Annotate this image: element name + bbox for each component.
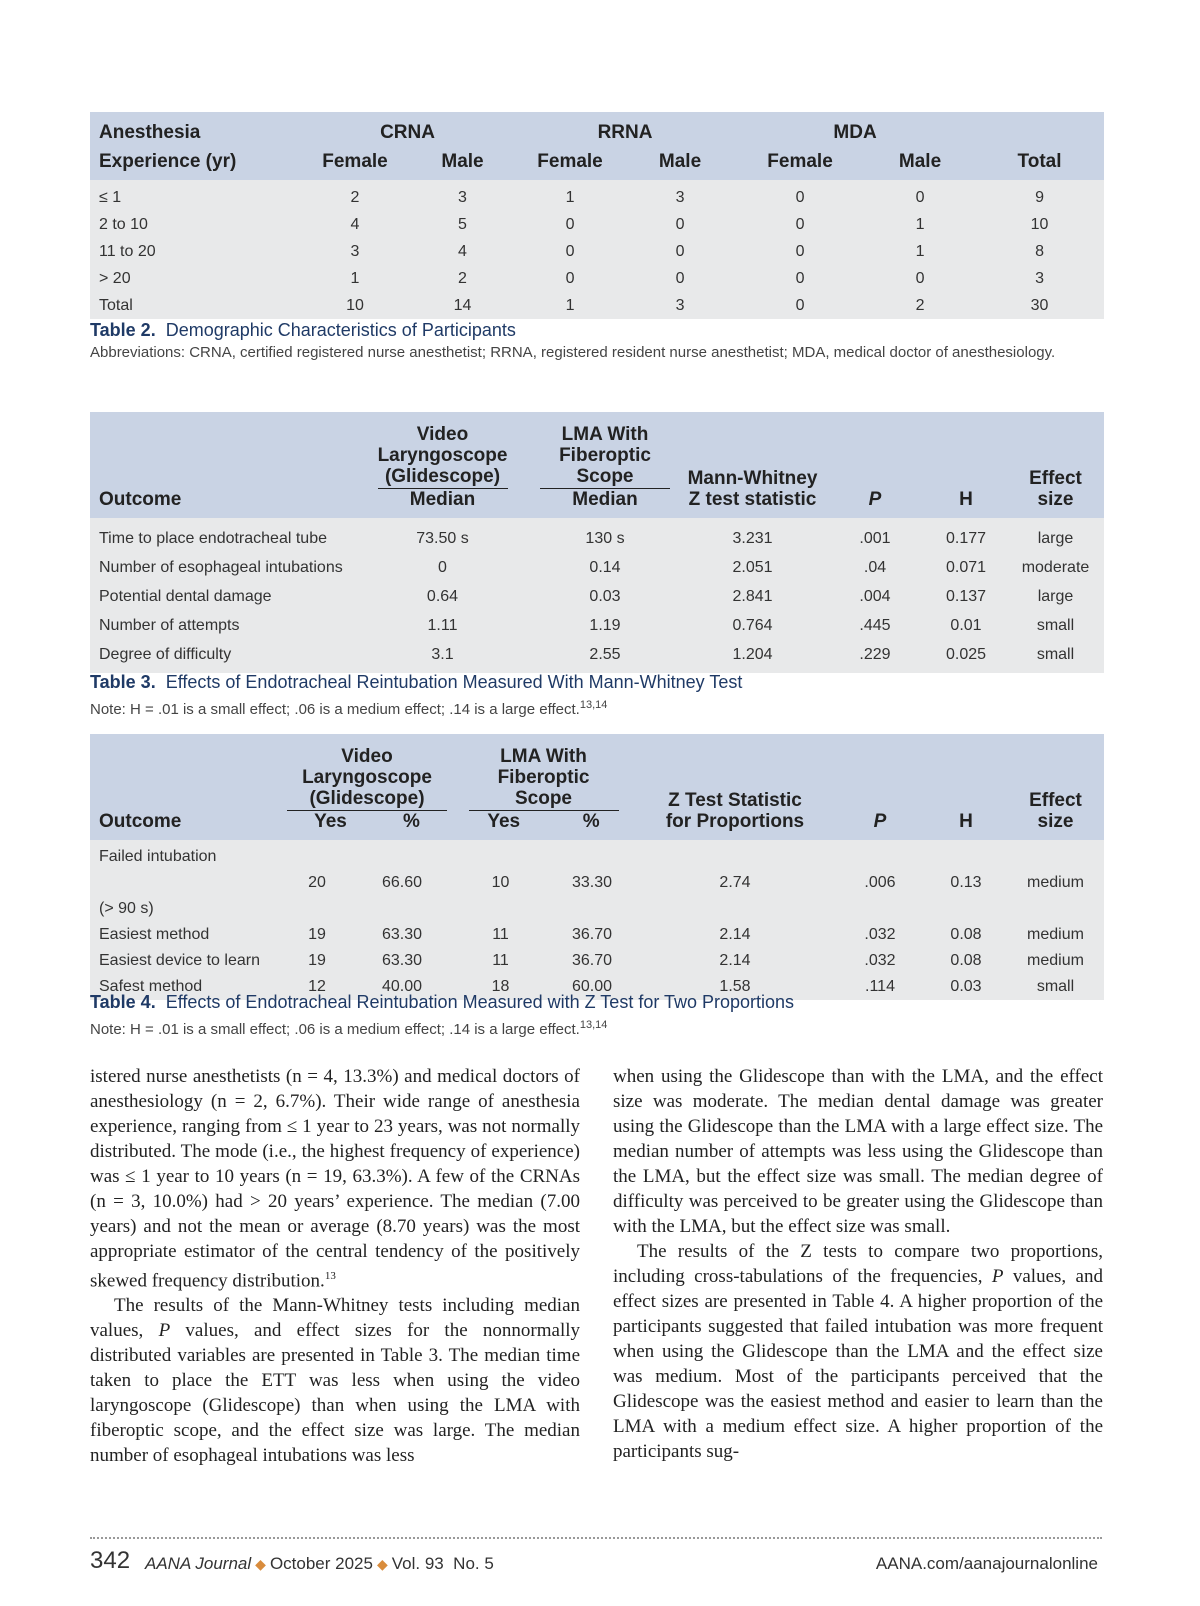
table-cell: 0.025 xyxy=(925,640,1007,673)
column-header xyxy=(452,734,635,840)
table-cell: .114 xyxy=(835,974,925,1000)
table-cell: 0.071 xyxy=(925,553,1007,582)
table-cell: .032 xyxy=(835,922,925,948)
paragraph-text: The results of the Z tests to compare two proportions, including cross-tabulations of the frequencies, xyxy=(613,1241,1103,1287)
reference-superscript: 13,14 xyxy=(579,1019,608,1031)
caption-text: Effects of Endotracheal Reintubation Measured With Mann-Whitney Test xyxy=(165,672,743,692)
table-row xyxy=(90,292,1104,319)
table-cell: 18 xyxy=(452,974,549,1000)
table-cell: 3 xyxy=(625,180,735,211)
body-paragraph: when using the Glidescope than with the LMA, and the effect size was moderate. The median dental damage was greater using the Glidescope than the LMA with a large effect size. The median number of attempts was less using the Glidescope than the LMA, but the effect size was small. The median degree of difficulty was perceived to be greater using the Glidescope than with the LMA, but the effect size was small. xyxy=(613,1066,1103,1237)
table-cell: .445 xyxy=(825,611,925,640)
table-cell: 2.841 xyxy=(680,582,825,611)
journal-name: AANA Journal xyxy=(145,1554,252,1573)
table-2-caption xyxy=(90,318,1110,364)
column-header: H xyxy=(925,734,1007,840)
table-cell: 0.177 xyxy=(925,518,1007,553)
table-cell: 66.60 xyxy=(352,870,452,896)
column-header-text: Z Test Statistic for Proportions xyxy=(665,790,805,832)
table-cell: 3.231 xyxy=(680,518,825,553)
table-cell: 2.55 xyxy=(530,640,680,673)
table-header-row xyxy=(90,412,1104,518)
table-row xyxy=(90,611,1104,640)
table-cell: 2.74 xyxy=(635,870,835,896)
table-row xyxy=(90,180,1104,211)
page-number: 342 xyxy=(90,1547,131,1574)
table-cell: 10 xyxy=(300,292,410,319)
column-header: Female xyxy=(300,147,410,180)
table-cell: 0.03 xyxy=(925,974,1007,1000)
table-cell: 130 s xyxy=(530,518,680,553)
column-header: Total xyxy=(975,147,1104,180)
table-cell: 3 xyxy=(625,292,735,319)
table-cell: 0 xyxy=(865,180,975,211)
table-row xyxy=(90,870,1104,896)
row-label: 11 to 20 xyxy=(90,238,300,265)
row-label: Failed intubation xyxy=(90,840,282,870)
table-cell: small xyxy=(1007,640,1104,673)
column-header xyxy=(635,734,835,840)
table-cell: 63.30 xyxy=(352,948,452,974)
diamond-icon: ◆ xyxy=(255,1556,266,1572)
table-cell: medium xyxy=(1007,922,1104,948)
column-header: Female xyxy=(735,147,865,180)
row-label: > 20 xyxy=(90,265,300,292)
table-cell: 0 xyxy=(735,238,865,265)
table-cell: small xyxy=(1007,974,1104,1000)
footer-divider xyxy=(90,1537,1102,1539)
column-group-header: RRNA xyxy=(515,112,735,147)
table-4 xyxy=(90,734,1104,1000)
body-paragraph xyxy=(613,1239,1103,1464)
caption-label: Table 4. xyxy=(90,992,156,1012)
table-3 xyxy=(90,412,1104,673)
table-cell: 3 xyxy=(975,265,1104,292)
column-header: H xyxy=(925,412,1007,518)
column-header: Mann-Whitney Z test statistic xyxy=(680,412,825,518)
column-header: Outcome xyxy=(90,412,355,518)
table-cell: 30 xyxy=(975,292,1104,319)
table-row xyxy=(90,518,1104,553)
body-column-left xyxy=(90,1064,580,1468)
table-cell: 11 xyxy=(452,922,549,948)
column-subheader: Median xyxy=(572,489,638,510)
table-row xyxy=(90,553,1104,582)
row-label: Easiest device to learn xyxy=(90,948,282,974)
table-cell: 0.137 xyxy=(925,582,1007,611)
row-label: Easiest method xyxy=(90,922,282,948)
table-row xyxy=(90,922,1104,948)
paragraph-text: istered nurse anesthetists (n = 4, 13.3%) and medical doctors of anesthesiology (n = 2, 6.7%). Their wide range of anesthesia experience, ranging from ≤ 1 year to 23 years, was not normally distributed. The mode (i.e., the highest frequency of experience) was ≤ 1 year to 10 years (n = 19, 63.3%). A few of the CRNAs (n = 3, 10.0%) had > 20 years’ experience. The median (7.00 years) and not the mean or average (8.70 years) was the most appropriate estimator of the central tendency of the positively skewed frequency distribution. xyxy=(90,1066,580,1292)
table-cell: 0 xyxy=(515,238,625,265)
table-cell: 11 xyxy=(452,948,549,974)
body-column-right xyxy=(613,1064,1103,1464)
row-label: 2 to 10 xyxy=(90,211,300,238)
table-cell: 0 xyxy=(515,211,625,238)
table-cell: 0 xyxy=(515,265,625,292)
table-cell: 1.58 xyxy=(635,974,835,1000)
row-label: Number of esophageal intubations xyxy=(90,553,355,582)
column-header: Male xyxy=(410,147,515,180)
column-header: Male xyxy=(625,147,735,180)
table-3-caption xyxy=(90,670,1110,721)
column-header: Female xyxy=(515,147,625,180)
column-group-header: Video Laryngoscope (Glidescope) xyxy=(287,746,447,811)
caption-note: Note: H = .01 is a small effect; .06 is a medium effect; .14 is a large effect. xyxy=(90,701,580,718)
row-label: Number of attempts xyxy=(90,611,355,640)
row-label: (> 90 s) xyxy=(90,896,282,922)
italic-symbol: P xyxy=(991,1266,1004,1287)
body-paragraph xyxy=(90,1293,580,1468)
table-cell: 19 xyxy=(282,948,352,974)
table-cell: 20 xyxy=(282,870,352,896)
table-cell: 2.14 xyxy=(635,922,835,948)
column-subheader: % xyxy=(403,811,420,832)
column-header xyxy=(355,412,530,518)
table-cell: 5 xyxy=(410,211,515,238)
column-subheader: Median xyxy=(409,489,476,510)
table-cell: moderate xyxy=(1007,553,1104,582)
table-cell: .229 xyxy=(825,640,925,673)
column-header: Effect size xyxy=(1007,412,1104,518)
table-cell: 0.764 xyxy=(680,611,825,640)
table-row xyxy=(90,582,1104,611)
table-cell: .004 xyxy=(825,582,925,611)
table-cell: 2 xyxy=(865,292,975,319)
table-cell: 10 xyxy=(975,211,1104,238)
caption-label: Table 3. xyxy=(90,672,156,692)
table-cell: medium xyxy=(1007,870,1104,896)
volume-info: Vol. 93 No. 5 xyxy=(391,1554,494,1573)
caption-label: Table 2. xyxy=(90,320,156,340)
table-cell: 19 xyxy=(282,922,352,948)
column-group-header: LMA With Fiberoptic Scope xyxy=(469,746,619,811)
table-cell: 1.19 xyxy=(530,611,680,640)
italic-symbol: P xyxy=(158,1320,171,1342)
table-cell: 3.1 xyxy=(355,640,530,673)
column-header: Effect size xyxy=(1007,734,1104,840)
table-cell: small xyxy=(1007,611,1104,640)
column-header: Male xyxy=(865,147,975,180)
table-cell: 0 xyxy=(625,211,735,238)
table-cell: 36.70 xyxy=(549,948,635,974)
table-cell: 0 xyxy=(735,180,865,211)
table-cell: 0.01 xyxy=(925,611,1007,640)
table-row xyxy=(90,948,1104,974)
table-cell: 3 xyxy=(410,180,515,211)
column-group-header: LMA With Fiberoptic Scope xyxy=(540,424,670,489)
column-header xyxy=(530,412,680,518)
column-group-header: MDA xyxy=(735,112,975,147)
table-row xyxy=(90,840,1104,870)
caption-note: Note: H = .01 is a small effect; .06 is a medium effect; .14 is a large effect. xyxy=(90,1021,580,1038)
table-cell: .001 xyxy=(825,518,925,553)
table-cell: 12 xyxy=(282,974,352,1000)
table-cell: .006 xyxy=(835,870,925,896)
table-cell: 0.08 xyxy=(925,922,1007,948)
reference-superscript: 13,14 xyxy=(579,699,608,711)
table-row xyxy=(90,265,1104,292)
table-cell: 10 xyxy=(452,870,549,896)
table-cell: 33.30 xyxy=(549,870,635,896)
table-cell: 1 xyxy=(300,265,410,292)
journal-info xyxy=(145,1554,494,1574)
paragraph-text: values, and effect sizes are presented in Table 4. A higher proportion of the participants suggested that failed intubation was more frequent when using the Glidescope than the LMA and the effect size was medium. Most of the participants perceived that the Glidescope was the easiest method and easier to learn than the LMA with a medium effect size. A higher proportion of the participants sug- xyxy=(613,1266,1103,1462)
table-cell: 0 xyxy=(355,553,530,582)
row-label: ≤ 1 xyxy=(90,180,300,211)
issue-date: October 2025 xyxy=(269,1554,373,1573)
caption-text: Demographic Characteristics of Participants xyxy=(165,320,516,340)
paragraph-text: values, and effect sizes for the nonnormally distributed variables are presented in Table 3. The median time taken to place the ETT was less when using the video laryngoscope (Glidescope) than when using the LMA with fiberoptic scope, and the effect size was large. The median number of esophageal intubations was less xyxy=(90,1320,580,1467)
row-label: Total xyxy=(90,292,300,319)
body-paragraph xyxy=(90,1064,580,1293)
caption-text: Effects of Endotracheal Reintubation Measured with Z Test for Two Proportions xyxy=(165,992,795,1012)
table-cell: 0 xyxy=(625,265,735,292)
table-cell: 1 xyxy=(515,180,625,211)
table-row xyxy=(90,211,1104,238)
table-2 xyxy=(90,112,1104,319)
table-4-caption xyxy=(90,990,1110,1041)
table-row xyxy=(90,238,1104,265)
table-cell: 1.204 xyxy=(680,640,825,673)
table-cell: 40.00 xyxy=(352,974,452,1000)
table-cell: 3 xyxy=(300,238,410,265)
table-cell: 0 xyxy=(625,238,735,265)
table-cell: large xyxy=(1007,582,1104,611)
table-cell: 0.64 xyxy=(355,582,530,611)
table-cell: 9 xyxy=(975,180,1104,211)
table-cell: 0 xyxy=(735,265,865,292)
column-header xyxy=(282,734,452,840)
table-header-row xyxy=(90,112,1104,147)
table-cell: 0 xyxy=(865,265,975,292)
column-subheader: % xyxy=(582,811,600,832)
table-cell: 2.14 xyxy=(635,948,835,974)
table-cell: 8 xyxy=(975,238,1104,265)
table-cell: 2 xyxy=(300,180,410,211)
journal-url[interactable]: AANA.com/aanajournalonline xyxy=(875,1554,1098,1573)
caption-note: Abbreviations: CRNA, certified registered nurse anesthetist; RRNA, registered resident nurse anesthetist; MDA, medical doctor of anesthesiology. xyxy=(90,344,1056,361)
table-cell: 4 xyxy=(300,211,410,238)
column-header: Anesthesia xyxy=(90,112,300,147)
table-cell: .04 xyxy=(825,553,925,582)
table-cell: 2.051 xyxy=(680,553,825,582)
diamond-icon: ◆ xyxy=(376,1556,388,1572)
table-cell: 1 xyxy=(515,292,625,319)
row-label: Safest method xyxy=(90,974,282,1000)
table-cell: 0 xyxy=(735,292,865,319)
table-cell: 0.08 xyxy=(925,948,1007,974)
row-label: Degree of difficulty xyxy=(90,640,355,673)
table-cell: 0 xyxy=(735,211,865,238)
reference-superscript: 13 xyxy=(324,1270,336,1282)
table-header-row xyxy=(90,147,1104,180)
table-cell: 63.30 xyxy=(352,922,452,948)
column-header: Outcome xyxy=(90,734,282,840)
table-cell: medium xyxy=(1007,948,1104,974)
row-label: Time to place endotracheal tube xyxy=(90,518,355,553)
table-cell: large xyxy=(1007,518,1104,553)
column-group-header: CRNA xyxy=(300,112,515,147)
table-header-row xyxy=(90,734,1104,840)
column-header: P xyxy=(835,734,925,840)
table-cell: 1 xyxy=(865,211,975,238)
table-cell: .032 xyxy=(835,948,925,974)
table-cell: 1.11 xyxy=(355,611,530,640)
table-cell: 2 xyxy=(410,265,515,292)
row-label: Potential dental damage xyxy=(90,582,355,611)
table-cell: 73.50 s xyxy=(355,518,530,553)
table-cell: 14 xyxy=(410,292,515,319)
column-header: Experience (yr) xyxy=(90,147,300,180)
table-cell: 1 xyxy=(865,238,975,265)
column-group-header: Video Laryngoscope (Glidescope) xyxy=(377,424,508,487)
page-footer xyxy=(90,1545,1102,1579)
table-row xyxy=(90,640,1104,673)
column-subheader: Yes xyxy=(487,811,521,832)
table-cell: 36.70 xyxy=(549,922,635,948)
table-cell: 0.13 xyxy=(925,870,1007,896)
table-cell: 0.14 xyxy=(530,553,680,582)
table-cell: 4 xyxy=(410,238,515,265)
column-header: P xyxy=(825,412,925,518)
table-row xyxy=(90,896,1104,922)
table-cell: 60.00 xyxy=(549,974,635,1000)
table-cell: 0.03 xyxy=(530,582,680,611)
column-subheader: Yes xyxy=(314,811,347,832)
paragraph-text: The results of the Mann-Whitney tests including median values, xyxy=(90,1295,580,1342)
